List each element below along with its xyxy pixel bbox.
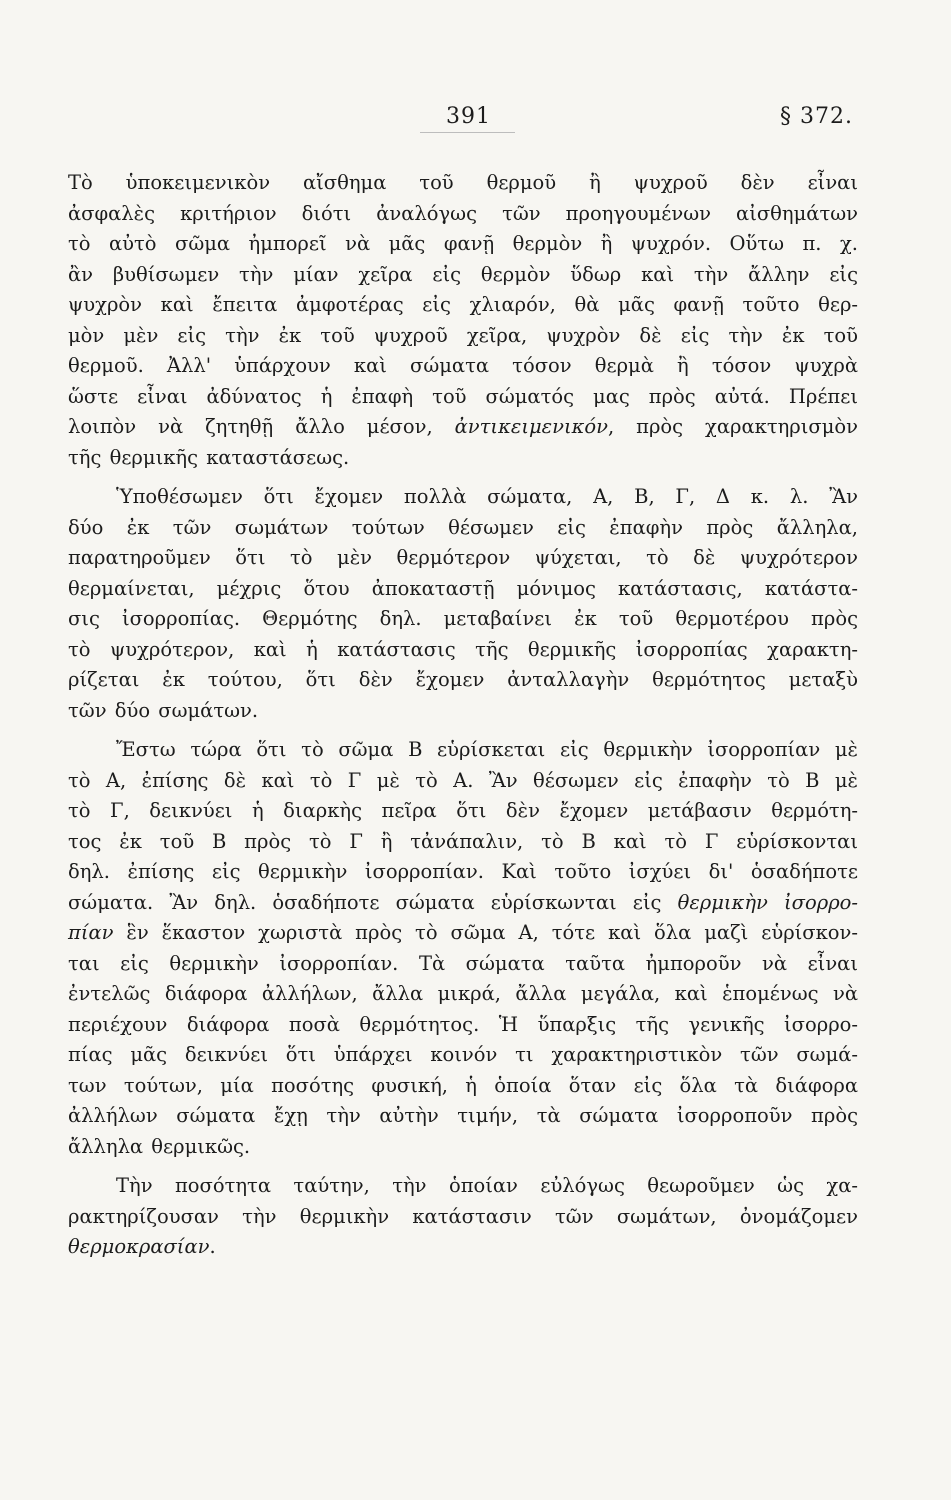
text-run: ἐντελῶς διάφορα ἀλλήλων, ἄλλα μικρά, ἄλλα μεγάλα, καὶ ἑπομένως νὰ	[68, 982, 858, 1005]
text-line	[68, 1071, 858, 1102]
text-line	[68, 665, 858, 696]
text-run: ρίζεται ἐκ τούτου, ὅτι δὲν ἔχομεν ἀνταλλαγὴν θερμότητος μεταξὺ	[68, 668, 858, 691]
text-line	[68, 412, 858, 443]
text-run: τὸ Α, ἐπίσης δὲ καὶ τὸ Γ μὲ τὸ Α. Ἂν θέσωμεν εἰς ἐπαφὴν τὸ Β μὲ	[68, 768, 858, 792]
text-run: Ὑποθέσωμεν ὅτι ἔχομεν πολλὰ σώματα, Α, Β, Γ, Δ κ. λ. Ἂν	[116, 485, 858, 508]
header-rule	[420, 132, 515, 133]
paragraph	[68, 168, 858, 473]
text-line	[68, 1171, 858, 1202]
text-run: ὥστε εἶναι ἀδύνατος ἡ ἐπαφὴ τοῦ σώματός μας πρὸς αὐτά. Πρέπει	[68, 384, 858, 408]
text-run: θερμοῦ. Ἀλλ' ὑπάρχουν καὶ σώματα τόσον θερμὰ ἢ τόσον ψυχρὰ	[68, 354, 858, 377]
text-run: δύο ἐκ τῶν σωμάτων τούτων θέσωμεν εἰς ἐπαφὴν πρὸς ἄλληλα,	[68, 515, 858, 539]
text-run: ἀλλήλων σώματα ἔχῃ τὴν αὐτὴν τιμήν, τὰ σώματα ἰσορροποῦν πρὸς	[68, 1104, 858, 1127]
text-line	[68, 604, 858, 635]
text-line	[68, 857, 858, 888]
text-run: , πρὸς χαρακτηρισμὸν	[607, 415, 858, 438]
text-run: Τὸ ὑποκειμενικὸν αἴσθημα τοῦ θερμοῦ ἢ ψυχροῦ δὲν εἶναι	[68, 171, 858, 194]
text-run: θερμαίνεται, μέχρις ὅτου ἀποκαταστῇ μόνιμος κατάστασις, κατάστα-	[68, 576, 858, 600]
text-line	[68, 543, 858, 574]
text-run: τος ἐκ τοῦ Β πρὸς τὸ Γ ἢ τἀνάπαλιν, τὸ Β καὶ τὸ Γ εὑρίσκονται	[68, 829, 858, 853]
text-run: τὸ Γ, δεικνύει ἡ διαρκὴς πεῖρα ὅτι δὲν ἔχομεν μετάβασιν θερμότη-	[68, 799, 858, 822]
text-line	[68, 513, 858, 544]
text-run: Τὴν ποσότητα ταύτην, τὴν ὁποίαν εὐλόγως θεωροῦμεν ὡς χα-	[116, 1174, 858, 1197]
text-run: πίας μᾶς δεικνύει ὅτι ὑπάρχει κοινόν τι χαρακτηριστικὸν τῶν σωμά-	[68, 1043, 858, 1066]
text-run: περιέχουν διάφορα ποσὰ θερμότητος. Ἡ ὕπαρξις τῆς γενικῆς ἰσορρο-	[68, 1012, 858, 1036]
text-line	[68, 696, 858, 727]
text-line	[68, 382, 858, 413]
text-run: δηλ. ἐπίσης εἰς θερμικὴν ἰσορροπίαν. Καὶ τοῦτο ἰσχύει δι' ὁσαδήποτε	[68, 860, 858, 883]
text-run: ται εἰς θερμικὴν ἰσορροπίαν. Τὰ σώματα ταῦτα ἠμποροῦν νὰ εἶναι	[68, 951, 858, 975]
text-line	[68, 1040, 858, 1071]
paragraph	[68, 1171, 858, 1263]
text-run: ἄλληλα θερμικῶς.	[68, 1134, 251, 1158]
text-run: .	[209, 1235, 216, 1258]
text-run: ψυχρὸν καὶ ἔπειτα ἀμφοτέρας εἰς χλιαρόν, θὰ μᾶς φανῇ τοῦτο θερ-	[68, 293, 858, 316]
text-line	[68, 888, 858, 919]
text-line	[68, 351, 858, 382]
page-number: 391	[446, 104, 491, 129]
text-line	[68, 168, 858, 199]
text-line	[68, 1101, 858, 1132]
italic-term: θερμοκρασίαν	[68, 1235, 210, 1258]
text-line	[68, 199, 858, 230]
text-line	[68, 766, 858, 797]
text-line	[68, 949, 858, 980]
text-line	[68, 482, 858, 513]
text-run: ἀσφαλὲς κριτήριον διότι ἀναλόγως τῶν προηγουμένων αἰσθημάτων	[68, 201, 858, 225]
paragraph	[68, 482, 858, 726]
text-run: ρακτηρίζουσαν τὴν θερμικὴν κατάστασιν τῶν σωμάτων, ὀνομάζομεν	[68, 1204, 858, 1228]
text-run: ἓν ἕκαστον χωριστὰ πρὸς τὸ σῶμα Α, τότε καὶ ὅλα μαζὶ εὑρίσκον-	[113, 921, 858, 944]
text-run: ἂν βυθίσωμεν τὴν μίαν χεῖρα εἰς θερμὸν ὕδωρ καὶ τὴν ἄλλην εἰς	[68, 262, 858, 286]
text-line	[68, 635, 858, 666]
text-line	[68, 443, 858, 474]
page-body	[68, 168, 858, 1272]
text-run: σώματα. Ἂν δηλ. ὁσαδήποτε σώματα εὑρίσκωνται εἰς	[68, 890, 678, 914]
text-line	[68, 1010, 858, 1041]
text-run: παρατηροῦμεν ὅτι τὸ μὲν θερμότερον ψύχεται, τὸ δὲ ψυχρότερον	[68, 546, 858, 569]
text-run: Ἔστω τώρα ὅτι τὸ σῶμα Β εὑρίσκεται εἰς θερμικὴν ἰσορροπίαν μὲ	[116, 738, 858, 761]
text-run: των τούτων, μία ποσότης φυσική, ἡ ὁποία ὅταν εἰς ὅλα τὰ διάφορα	[68, 1073, 858, 1097]
text-run: τὸ ψυχρότερον, καὶ ἡ κατάστασις τῆς θερμικῆς ἰσορροπίας χαρακτη-	[68, 637, 858, 661]
text-line	[68, 574, 858, 605]
text-run: λοιπὸν νὰ ζητηθῇ ἄλλο μέσον,	[68, 415, 455, 438]
text-run: τὸ αὐτὸ σῶμα ἠμπορεῖ νὰ μᾶς φανῇ θερμὸν ἢ ψυχρόν. Οὕτω π. χ.	[68, 232, 858, 255]
text-line	[68, 290, 858, 321]
paragraph	[68, 735, 858, 1162]
italic-term: πίαν	[68, 921, 114, 944]
section-reference: § 372.	[780, 104, 853, 129]
text-run: τῆς θερμικῆς καταστάσεως.	[68, 445, 350, 469]
text-line	[68, 321, 858, 352]
italic-term: θερμικὴν ἰσορρο-	[677, 890, 858, 914]
italic-term: ἀντικειμενικόν	[454, 415, 608, 438]
text-line	[68, 796, 858, 827]
text-run: σις ἰσορροπίας. Θερμότης δηλ. μεταβαίνει ἐκ τοῦ θερμοτέρου πρὸς	[68, 607, 858, 630]
text-line	[68, 1202, 858, 1233]
page-header	[0, 100, 951, 140]
text-run: τῶν δύο σωμάτων.	[68, 698, 259, 722]
text-line	[68, 1232, 858, 1263]
text-line	[68, 918, 858, 949]
text-line	[68, 260, 858, 291]
text-run: μὸν μὲν εἰς τὴν ἐκ τοῦ ψυχροῦ χεῖρα, ψυχρὸν δὲ εἰς τὴν ἐκ τοῦ	[68, 323, 858, 347]
text-line	[68, 735, 858, 766]
text-line	[68, 229, 858, 260]
text-line	[68, 979, 858, 1010]
text-line	[68, 1132, 858, 1163]
text-line	[68, 827, 858, 858]
